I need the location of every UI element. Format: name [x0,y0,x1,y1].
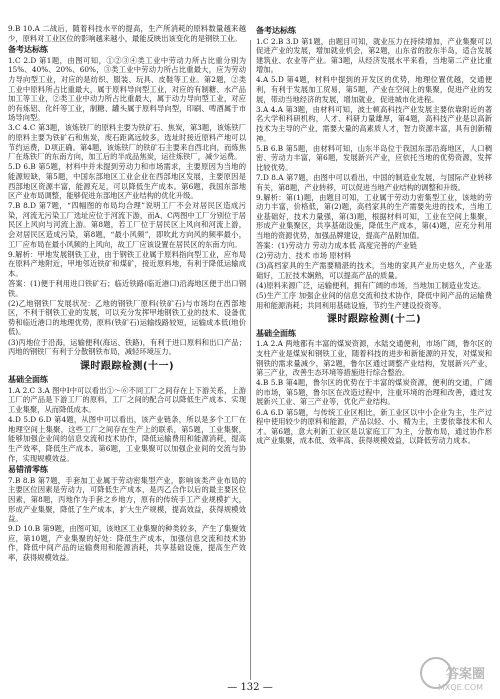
answer-paragraph: 5.D 6.B 第5题，材料中并未提到劳动力和市场需求，主要原因为当地的能源短缺，第5题，中国东部地区工业企业在西部地区发展，主要原因是西部地区资源丰富，能源充足，可以降低生产成本。第6题，我国东部地区产业布局调整，能够促进东部地区产业结构的优化升级。 [8,162,246,201]
answer-paragraph: 答案：(1)便于利用进口铁矿石；临近铁路(临近港口)沿海地区便于出口钢铁。 [8,278,246,298]
watermark-text: 答案圈 [446,667,486,682]
answer-paragraph: (4)原料来源广泛，运输便利，拥有广阔的市场，当地加工制造业发达。 [256,280,486,290]
answer-paragraph: (2)劳动力、技术 市场 原材料 [256,251,352,261]
answer-paragraph: 1.A 2.C 3.A 图中Ⅰ中可以看出①～⑥不同工厂之间存在上下游关系，上游工厂的产品是下游工厂的原料，工厂之间的配合可以降低生产成本、实现工业集聚，从而降低成本。 [8,385,246,415]
answer-paragraph: 1.C 2.D 第1题，由图可知，①②③④类工业中劳动力所占比重分别为15%、40%、20%、60%，③类工业中劳动力所占比重最大，应为劳动力导向型工业，对应的是纺织、服装、玩具、皮鞋等工业。第2题，②类工业中原料所占比重最大，属于原料导向型工业，对应的有制糖、水产品加工等工业，②类工业中动力所占比重最大，属于动力导向型工业，对应的有炼铝、化纤等工业，制糖、罐头属于原料导向型，印刷、啤酒属于市场导向型。 [8,55,246,123]
answer-paragraph: 9.解析：第(1)题，由题目可知，工业属于劳动力密集型工业，该地的劳动力丰富，价格低，第(2)题，高档家具的生产需要先进的技术，当地工业基础好，技术力量强，第(3)题，根据材料可知，工业在空间上集聚，形成产业集聚区，共享基础设施，降低生产成本，第(4)题，应充分利用当地的资源优势，加强品牌建设，提高产品附加值。 [256,192,492,240]
answer-paragraph: 3.A 4.A 第3题，由材料可知，波士顿高科技产业发展主要依靠附近的著名大学和科研机构，人才、科研力量雄厚，第4题，高科技产业是以高新技术为主导的产业，需要大量的高素质人才，智力资源丰富，具有创新精神。 [256,104,492,143]
section-heading: 备考达标练 [8,45,48,55]
answer-paragraph: (3)丙地位于沿海，运输便利(海运、铁路)，有利于进口原料和出口产品；丙地的钢铁厂有利于分散钢铁布局，减轻环境压力。 [8,337,246,357]
lesson-title: 课时跟踪检测(十二) [326,314,422,326]
section-heading: 备考达标练 [256,26,296,35]
left-column [8,24,246,563]
answer-paragraph: 5.B 6.B 第5题，由材料可知，山东半岛位于我国东部沿海地区，人口稠密、劳动力丰富，第6题，发展新兴产业，应依托当地的优势资源，发挥比较优势。 [256,143,492,172]
answer-paragraph: 7.B 8.B 第7题，手套加工业属于劳动密集型产业，影响该类产业布局的主要区位因素是劳动力，可降低生产成本，是丙乙合作以后的最主要区位因素，第8题，丙地作为手套之乡地方，原有的传统手工产业规模扩大，形成产业集聚，降低了生产成本，扩大生产规模，提高效益，获得规模效益。 [8,475,246,524]
section-heading: 基础全面练 [256,328,296,338]
answer-paragraph: 1.C 2.B 3.D 第1题，由题目可知，就业压力在持续增加，产业集聚可以促进产业的发展，增加就业机会，第2题，山东省的胶东半岛，适合发展建筑业、农业等产业。第3题，从经济发展水平来看，当地第二产业比重增加。 [256,36,492,75]
answer-paragraph: 3.C 4.C 第3题，该炼铁厂的原料主要为铁矿石、焦炭，第3题，该炼铁厂的原料主要为铁矿石和焦炭，废石距离远较多，选址时接近原料产地可以节约运费，D项正确。第4题，该炼铁厂的铁矿石主要来自西北向，而炼焦厂在炼铁厂的东南方向，加工后的半成品焦炭，运往炼铁厂，减少运费。 [8,123,246,162]
page-number: — 132 — [227,682,273,693]
right-column [256,24,492,446]
answer-paragraph: 9.B 10.A 二战后，随着科技水平的提高，生产所消耗的原料数量越来越少，原料对工业区位的影响越来越小，最能反映出该变化的是钢铁工业。 [8,24,246,43]
watermark-logo [416,657,494,695]
lesson-title: 课时跟踪检测(十一) [79,360,175,372]
answer-paragraph: 4.B 5.B 第4题，鲁尔区的优势在于丰富的煤炭资源，便利的交通，广阔的市场，第5题，鲁尔区在改造过程中，注重环境的治理和改善，通过发展新兴工业、第三产业等，优化产业结构。 [256,378,492,407]
answer-paragraph: (5)生产工序 加强企业间的信息交流和技术协作，降低中间产品的运输费用和能源消耗；共同利用基础设施，节约生产建设投资等。 [256,291,492,310]
answer-paragraph: 9.解析：甲地发展钢铁工业，由于钢铁工业属于原料指向型工业，应布局在原料产地附近，甲地邻近铁矿和煤矿，接近原料地，有利于降低运输成本。 [8,249,246,278]
section-heading: 易错清零练 [8,465,48,475]
column-divider [250,40,251,680]
answer-paragraph: 答案：(1)劳动力 劳动力成本低 高度完善的产业链 [256,241,417,251]
answer-paragraph: (2)乙地钢铁厂发展状况：乙地的钢铁厂原料(铁矿石)与市场均在西部地区，不利于钢铁工业的发展，可以充分发挥甲地钢铁工业的技术、设备优势和临近港口的地理优势，原料(铁矿石)运输线路较短，运输成本低(地价低)。 [8,298,246,337]
answer-paragraph: 4.D 5.D 6.D 第4题，从图中可以看出，该产业链条，所以是多个工厂在地理空间上集聚，这些工厂之间存在生产上的联系，第5题，工业集聚，能够加强企业间的信息交流和技术协作，降低运输费用和能源消耗，提高生产效率，降低生产成本。第6题，工业集聚可以加强企业间的交流与协作，实现规模效益。 [8,415,246,463]
answer-paragraph: 7.B 8.D 第7题，“四幅图的布局均合理”说明工厂不会对居民区造成污染，河流无污染工厂选址应位于河流下游，而A、C两图中工厂分别位于居民区上风向与河流上游。第8题，若工厂位于居民区上风向和河流上游，会对居民区造成污染，第8题，“最小风频”，即吹此方向风的频率最小，工厂应布局在最小风频的上风向，故工厂应该设置在居民区的东南方向。 [8,201,246,249]
answer-paragraph: 9.D 10.B 第9题，由图可知，该地区工业集聚的种类较多，产生了集聚效应，第10题，产业集聚的好处：降低生产成本，加强信息交流和技术协作，降低中间产品的运输费用和能源消耗，共享基础设施，提高生产效率，获得规模效益。 [8,524,246,562]
answer-paragraph: 4.A 5.D 第4题，材料中提到的开发区的优势，地理位置优越，交通便利，有利于发展加工贸易，第5题，产业在空间上的集聚，促进产业的发展，带动当地经济的发展，增加就业，促进城市化进程。 [256,75,492,104]
answer-paragraph: (3)高档家具的生产需要精湛的技术，当地的家具产业历史悠久，产业基础好，工匠技术娴熟，可以提高产品的质量。 [256,261,492,280]
answer-paragraph: 6.A 6.D 第5题，与传统工业区相比，新工业区以中小企业为主，生产过程中使用较少的原料和能源，产品以轻、小、精为主，主要依靠技术和人才。第6题，意大利新工业区是以家庭工厂为主，分散布局，通过协作形成产业集聚，成本低、效率高、获得规模效益，以降低劳动力成本。 [256,407,492,446]
answer-paragraph: 1.A 2.A 两地都有丰富的煤炭资源，水陆交通便利，市场广阔，鲁尔区的支柱产业是煤炭和钢铁工业，随着科技的进步和新能源的开发，对煤炭和钢铁的需求量减少，第2题，鲁尔区通过调整产业结构，发展新兴产业，第三产业，改善生态环境等措施进行综合整治。 [256,339,492,378]
section-heading: 基础全面练 [8,375,48,385]
watermark-url: MXQE.COM [438,683,484,692]
answer-paragraph: 7.D 8.A 第7题，由图中可以看出，中国的制造业发展，与国际产业转移有关，第8题，产业转移，可以促进当地产业结构的调整和升级。 [256,172,492,192]
